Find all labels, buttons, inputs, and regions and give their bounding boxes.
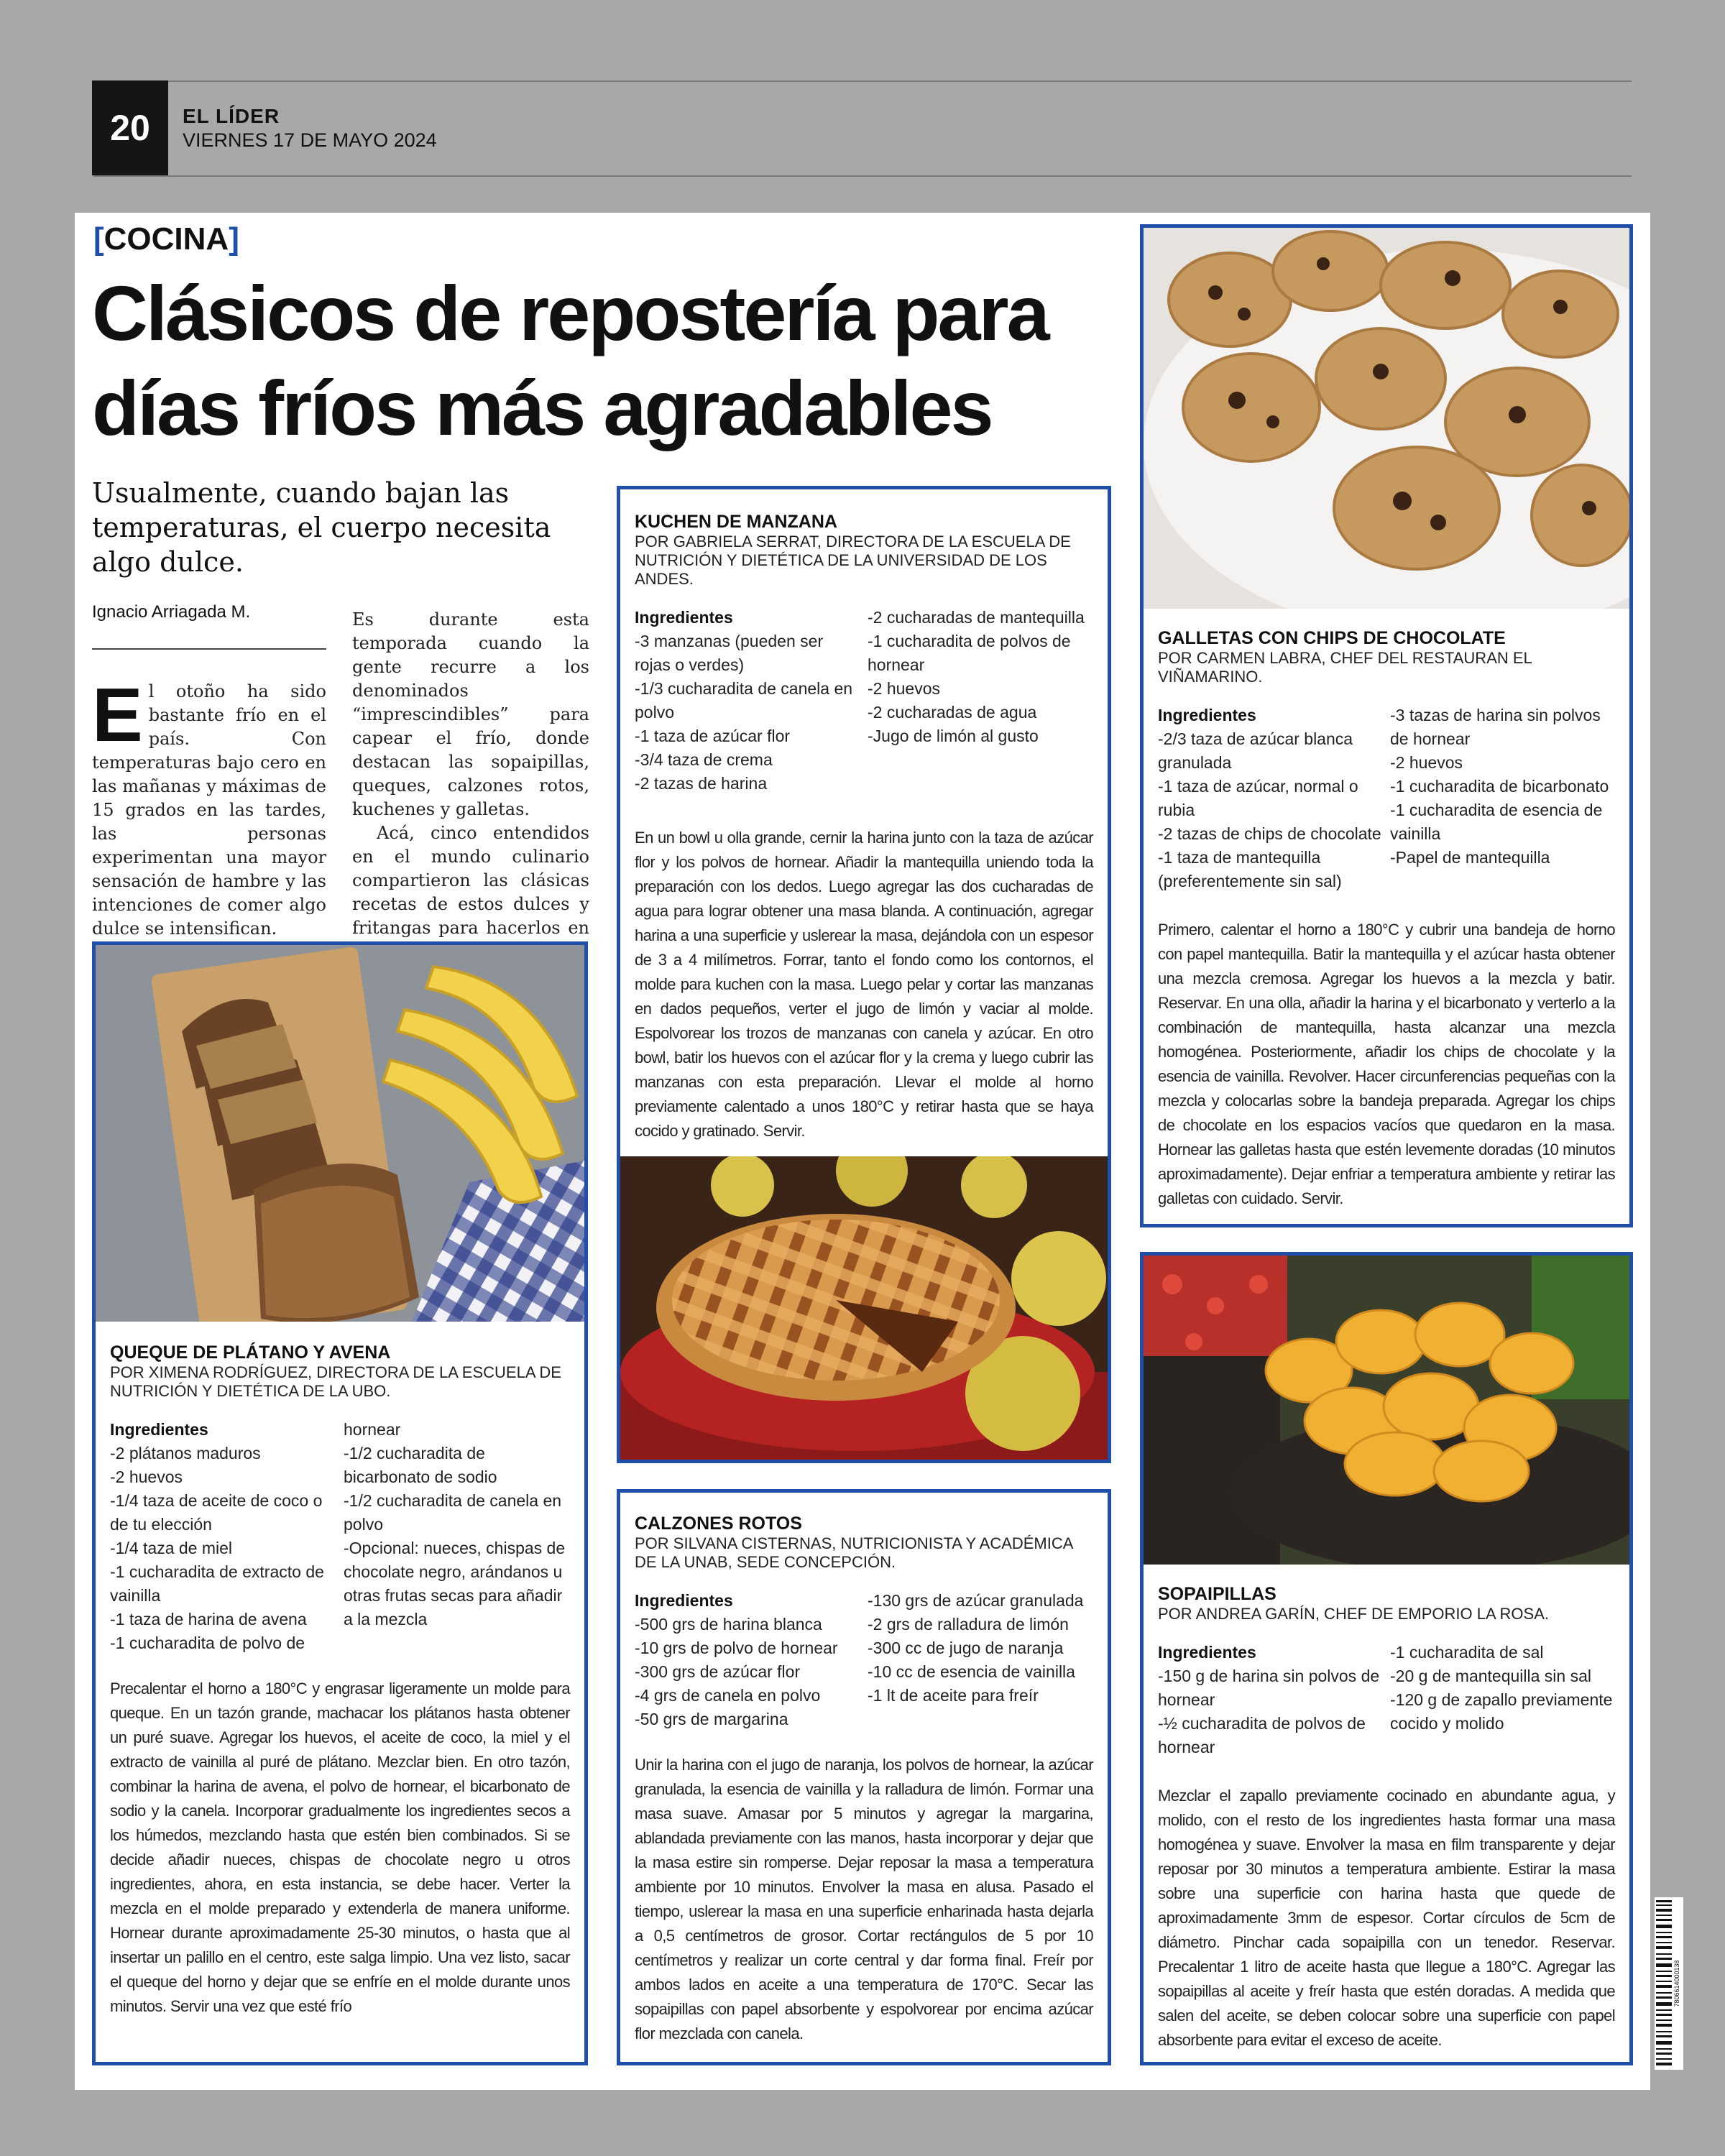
ingredient-item: -1 cucharadita de polvo de <box>110 1634 305 1652</box>
recipe-title: KUCHEN DE MANZANA <box>635 512 837 532</box>
ingredient-item: -2 tazas de chips de chocolate <box>1158 824 1381 843</box>
ingredient-item: -120 g de zapallo previamente cocido y molido <box>1390 1690 1613 1733</box>
ingredients-heading: Ingredientes <box>110 1420 208 1439</box>
ingredients <box>635 606 1093 796</box>
recipe-author: POR ANDREA GARÍN, CHEF DE EMPORIO LA ROSA. <box>1158 1605 1550 1623</box>
headline: Clásicos de repostería para días fríos más agradables <box>92 270 1048 451</box>
ingredient-item: -4 grs de canela en polvo <box>635 1686 821 1705</box>
ingredient-item: -3 tazas de harina sin polvos de hornear <box>1390 706 1601 748</box>
ingredient-item: -3/4 taza de crema <box>635 750 773 769</box>
ingredient-item: -2 grs de ralladura de limón <box>868 1615 1069 1634</box>
header-bottom-rule <box>93 175 1632 177</box>
ingredient-item: -1 taza de azúcar flor <box>635 727 791 745</box>
ingredient-item: -Opcional: nueces, chispas de chocolate negro, arándanos u otras frutas secas para añadir a la mezcla <box>344 1539 566 1628</box>
recipe-calzones-box <box>617 1489 1111 2065</box>
ingredient-item: -2 cucharadas de agua <box>868 703 1037 722</box>
section-kicker: [COCINA] <box>93 221 239 257</box>
ingredients-heading: Ingredientes <box>1158 1643 1256 1662</box>
ingredient-item: -1/4 taza de aceite de coco o de tu elección <box>110 1491 323 1534</box>
ingredient-item: -1/2 cucharadita de bicarbonato de sodio <box>344 1444 497 1486</box>
cookies-photo <box>1144 228 1629 609</box>
ingredients <box>110 1418 570 1655</box>
ingredient-item: -1 taza de harina de avena <box>110 1610 307 1628</box>
ingredient-item: -1 cucharadita de bicarbonato <box>1390 777 1609 796</box>
ingredient-item: -2/3 taza de azúcar blanca granulada <box>1158 729 1353 772</box>
intro-paragraph-1: l otoño ha sido bastante frío en el país. Con temperaturas bajo cero en las mañanas y máximas de 15 grados en las tardes, las personas experimentan una mayor sensación de hambre y las intenciones de comer algo dulce se intensifican. <box>92 681 326 939</box>
ingredient-item: -500 grs de harina blanca <box>635 1615 822 1634</box>
recipe-title: CALZONES ROTOS <box>635 1514 802 1534</box>
recipe-author: POR CARMEN LABRA, CHEF DEL RESTAURAN EL VIÑAMARINO. <box>1158 649 1532 686</box>
recipe-author: POR GABRIELA SERRAT, DIRECTORA DE LA ESCUELA DE NUTRICIÓN Y DIETÉTICA DE LA UNIVERSIDAD DE LOS ANDES. <box>635 533 1071 588</box>
intro-column-1 <box>92 673 326 941</box>
ingredient-item: -20 g de mantequilla sin sal <box>1390 1667 1591 1685</box>
ingredient-item: hornear <box>344 1420 401 1439</box>
recipe-author: POR SILVANA CISTERNAS, NUTRICIONISTA Y ACADÉMICA DE LA UNAB, SEDE CONCEPCIÓN. <box>635 1534 1073 1571</box>
intro-paragraph-2: Es durante esta temporada cuando la gente recurre a los denominados “imprescindibles” para capear el frío, donde destacan las sopaipillas, queques, calzones rotos, kuchenes y galletas. <box>352 609 589 819</box>
ingredients <box>1158 704 1615 893</box>
preparation: Unir la harina con el jugo de naranja, los polvos de hornear, la azúcar granulada, la esencia de vainilla y la ralladura de limón. Formar una masa suave. Amasar por 5 minutos y agregar la margarina, ablandada previamente con las manos, hasta incorporar y dejar que la masa estire sin romperse. Dejar reposar la masa a temperatura ambiente por 10 minutos. Envolver la masa en alusa. Pasado el tiempo, uslerear la masa en una superficie enharinada hasta dejarla a 0,5 centímetros de grosor. Cortar rectángulos de 5 por 10 centímetros y realizar un corte central y dar forma final. Freír por ambos lados en aceite a una temperatura de 170°C. Secar las sopaipillas con papel absorbente y espolvorear por encima azúcar flor mezclada con canela. <box>635 1756 1093 2042</box>
ingredient-item: -10 grs de polvo de hornear <box>635 1639 838 1657</box>
ingredient-item: -50 grs de margarina <box>635 1710 788 1728</box>
ingredient-item: -2 huevos <box>1390 753 1463 772</box>
intro-column-2 <box>352 608 589 964</box>
ingredient-item: -130 grs de azúcar granulada <box>868 1591 1084 1610</box>
ingredient-item: -1 cucharadita de polvos de hornear <box>868 632 1071 674</box>
ingredient-item: -2 tazas de harina <box>635 774 768 793</box>
ingredients-heading: Ingredientes <box>1158 706 1256 724</box>
ingredient-item: -10 cc de esencia de vainilla <box>868 1662 1075 1681</box>
preparation: Primero, calentar el horno a 180°C y cubrir una bandeja de horno con papel mantequilla. Batir la mantequilla y el azúcar hasta obtener una mezcla cremosa. Agregar los huevos a la mezcla y batir. Reservar. En una olla, añadir la harina y el bicarbonato y verterlo a la combinación de mantequilla, hasta alcanzar una mezcla homogénea. Posteriormente, añadir los chips de chocolate y la esencia de vainilla. Revolver. Hacer circunferencias pequeñas con la mezcla y colocarlas sobre la bandeja preparada. Agregar los chips de chocolate en los espacios vacíos que quedaron en la masa. Hornear las galletas hasta que estén levemente doradas (10 minutos aproximadamente). Dejar enfriar a temperatura ambiente y retirar las galletas con cuidado. Servir. <box>1158 921 1615 1207</box>
recipe-kuchen-box <box>617 486 1111 1463</box>
ingredient-item: -300 cc de jugo de naranja <box>868 1639 1064 1657</box>
recipe-title: GALLETAS CON CHIPS DE CHOCOLATE <box>1158 628 1506 648</box>
newspaper-name: EL LÍDER <box>183 105 280 127</box>
preparation: En un bowl u olla grande, cernir la harina junto con la taza de azúcar flor y los polvos de hornear. Añadir la mantequilla uniendo toda la preparación con los dedos. Luego agregar las dos cucharadas de agua para lograr obtener una masa blanda. A continuación, agregar harina a una superficie y uslerear la masa, dejándola con un espesor de 3 a 4 milímetros. Forrar, tanto el fondo como los contornos, el molde para kuchen con la masa. Luego pelar y cortar las manzanas en dados pequeños, verter el jugo de limón y vaciar al molde. Espolvorear los trozos de manzanas con canela y azúcar. En otro bowl, batir los huevos con el azúcar flor y la crema y luego cubrir las manzanas con esta preparación. Llevar el molde al horno previamente calentado a unos 180°C y retirar hasta que se haya cocido y gratinado. Servir. <box>635 829 1093 1140</box>
ingredient-item: -1 taza de mantequilla (preferentemente sin sal) <box>1158 848 1342 890</box>
banana-bread-photo <box>96 945 584 1322</box>
page-number: 20 <box>92 80 168 175</box>
ingredients-heading: Ingredientes <box>635 1591 733 1610</box>
ingredient-item: -150 g de harina sin polvos de hornear <box>1158 1667 1380 1709</box>
ingredients <box>1158 1641 1615 1759</box>
ingredient-item: -1 cucharadita de esencia de vainilla <box>1390 801 1603 843</box>
apple-pie-photo <box>620 1156 1108 1460</box>
ingredient-item: -1/4 taza de miel <box>110 1539 233 1557</box>
ingredient-item: -Papel de mantequilla <box>1390 848 1550 867</box>
deck: Usualmente, cuando bajan las temperaturas, el cuerpo necesita algo dulce. <box>92 477 551 578</box>
recipe-author: POR XIMENA RODRÍGUEZ, DIRECTORA DE LA ESCUELA DE NUTRICIÓN Y DIETÉTICA DE LA UBO. <box>110 1363 561 1400</box>
issue-date: VIERNES 17 DE MAYO 2024 <box>183 129 437 151</box>
ingredients <box>635 1589 1093 1731</box>
ingredient-item: -1/2 cucharadita de canela en polvo <box>344 1491 562 1534</box>
ingredient-item: -300 grs de azúcar flor <box>635 1662 801 1681</box>
ingredient-item: -Jugo de limón al gusto <box>868 727 1039 745</box>
preparation: Precalentar el horno a 180°C y engrasar ligeramente un molde para queque. En un tazón grande, machacar los plátanos hasta obtener un puré suave. Agregar los huevos, el aceite de coco, la miel y el extracto de vainilla al puré de plátano. Mezclar bien. En otro tazón, combinar la harina de avena, el polvo de hornear, el bicarbonato de sodio y la canela. Incorporar gradualmente los ingredientes secos a los húmedos, mezclando hasta que estén bien combinados. Si se decide añadir nueces, chispas de chocolate negro u otros ingredientes, ahora, en esta instancia, se debe hacer. Verter la mezcla en el molde preparado y extenderla de manera uniforme. Hornear durante aproximadamente 25-30 minutos, o hasta que al insertar un palillo en el centro, este salga limpio. Una vez listo, sacar el queque del horno y dejar que se enfríe en el molde durante unos minutos. Servir una vez que esté frío <box>110 1680 570 2015</box>
ingredient-item: -1/3 cucharadita de canela en polvo <box>635 679 853 722</box>
recipe-title: SOPAIPILLAS <box>1158 1584 1276 1604</box>
ingredient-item: -2 plátanos maduros <box>110 1444 261 1462</box>
intro-paragraph-3: Acá, cinco entendidos en el mundo culinario compartieron las clásicas recetas de estos dulces y fritangas para hacerlos en <box>352 823 589 938</box>
barcode <box>1655 1897 1683 2070</box>
byline: Ignacio Arriagada M. <box>92 602 251 622</box>
ingredient-item: -1 lt de aceite para freír <box>868 1686 1039 1705</box>
preparation: Mezclar el zapallo previamente cocinado en abundante agua, y molido, con el resto de los ingredientes hasta formar una masa homogénea y suave. Envolver la masa en film transparente y dejar reposar por 30 minutos a temperatura ambiente. Estirar la masa sobre una superficie con harina hasta que quede de aproximadamente 3mm de espesor. Cortar círculos de 5cm de diámetro. Pinchar cada sopaipilla con un tenedor. Reservar. Precalentar 1 litro de aceite hasta que llegue a 180°C. Agregar las sopaipillas al aceite y freír hasta que estén doradas. A medida que salen del aceite, se deben colocar sobre una superficie con papel absorbente para evitar el exceso de aceite. <box>1158 1787 1615 2049</box>
ingredients-heading: Ingredientes <box>635 608 733 627</box>
byline-rule <box>92 648 326 650</box>
ingredient-item: -3 manzanas (pueden ser rojas o verdes) <box>635 632 824 674</box>
ingredient-item: -1 cucharadita de sal <box>1390 1643 1544 1662</box>
ingredient-item: -1 cucharadita de extracto de vainilla <box>110 1562 324 1605</box>
sopaipillas-photo <box>1144 1256 1629 1565</box>
recipe-galletas-box <box>1140 224 1633 1227</box>
recipe-sopaipillas-box <box>1140 1252 1633 2065</box>
header-top-rule <box>93 80 1632 82</box>
ingredient-item: -1 taza de azúcar, normal o rubia <box>1158 777 1358 819</box>
barcode-icon <box>1655 1897 1683 2070</box>
drop-cap: E <box>92 673 143 757</box>
ingredient-item: -2 huevos <box>868 679 941 698</box>
recipe-title: QUEQUE DE PLÁTANO Y AVENA <box>110 1342 391 1363</box>
ingredient-item: -2 huevos <box>110 1468 183 1486</box>
recipe-queque-box <box>92 941 588 2065</box>
svg-text:7806614000138: 7806614000138 <box>1673 1960 1680 2007</box>
ingredient-item: -2 cucharadas de mantequilla <box>868 608 1085 627</box>
ingredient-item: -½ cucharadita de polvos de hornear <box>1158 1714 1366 1756</box>
